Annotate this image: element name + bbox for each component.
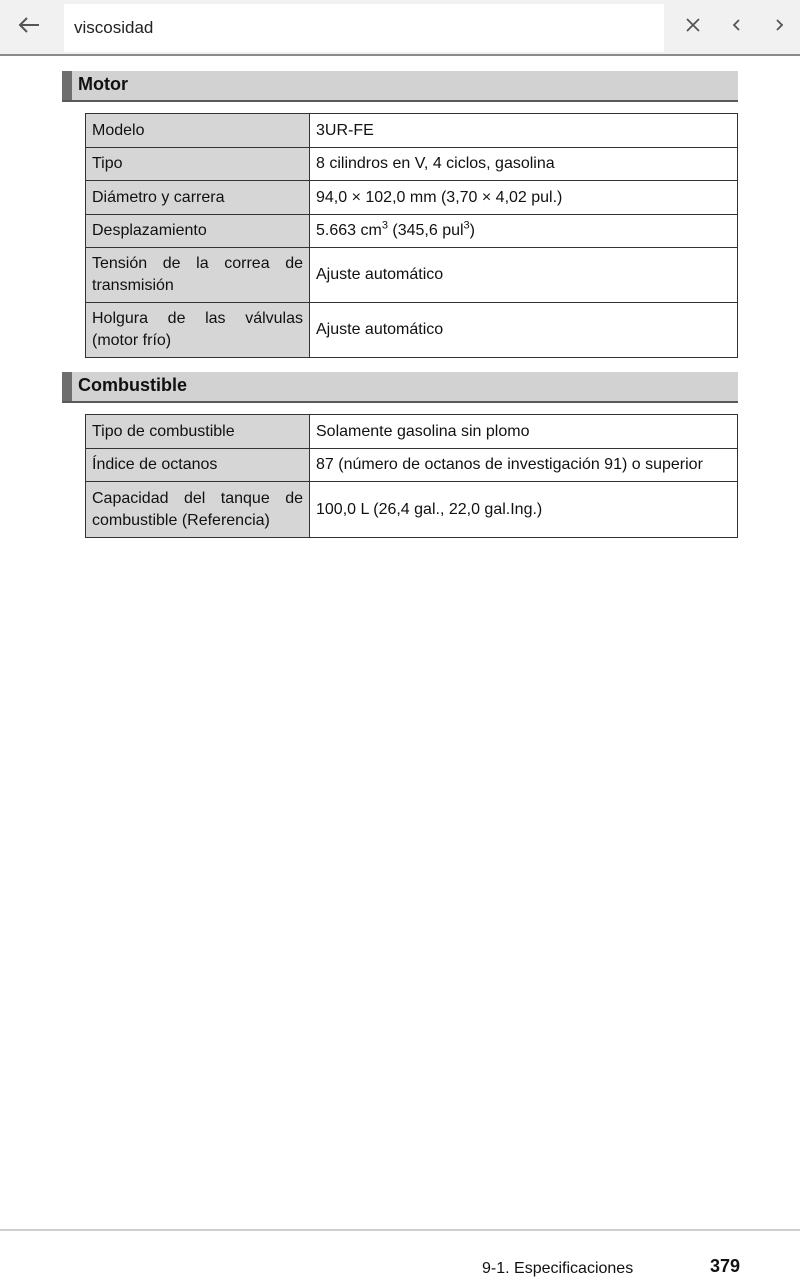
table-row xyxy=(86,415,738,449)
spec-value: 100,0 L (26,4 gal., 22,0 gal.Ing.) xyxy=(310,482,738,538)
search-toolbar xyxy=(0,0,800,56)
fuel-spec-table xyxy=(85,414,738,538)
spec-label: Holgura de las válvulas (motor frío) xyxy=(86,303,310,358)
spec-label: Tensión de la correa de transmisión xyxy=(86,248,310,303)
section-accent-bar xyxy=(62,372,72,401)
spec-value: Ajuste automático xyxy=(310,303,738,358)
spec-label: Índice de octanos xyxy=(86,449,310,482)
table-row xyxy=(86,482,738,538)
value-part: (345,6 pul xyxy=(387,222,464,239)
close-icon xyxy=(686,18,700,37)
next-result-button[interactable] xyxy=(760,8,798,46)
spec-value: 8 cilindros en V, 4 ciclos, gasolina xyxy=(310,148,738,181)
spec-label: Diámetro y carrera xyxy=(86,181,310,215)
section-header-motor xyxy=(62,71,738,102)
spec-label: Tipo de combustible xyxy=(86,415,310,449)
section-title: Combustible xyxy=(78,375,188,395)
clear-search-button[interactable] xyxy=(674,8,712,46)
chevron-right-icon xyxy=(774,18,784,37)
footer-divider xyxy=(0,1229,800,1231)
spec-value: 94,0 × 102,0 mm (3,70 × 4,02 pul.) xyxy=(310,181,738,215)
table-row xyxy=(86,148,738,181)
spec-label: Capacidad del tanque de combustible (Referencia) xyxy=(86,482,310,538)
spec-value: 3UR-FE xyxy=(310,114,738,148)
spec-value: Solamente gasolina sin plomo xyxy=(310,415,738,449)
back-button[interactable] xyxy=(10,8,48,46)
table-row xyxy=(86,215,738,248)
superscript: 3 xyxy=(463,219,470,232)
table-row xyxy=(86,248,738,303)
search-field-container xyxy=(64,4,664,52)
table-row xyxy=(86,114,738,148)
section-header-combustible xyxy=(62,372,738,403)
value-part: ) xyxy=(469,222,475,239)
motor-spec-table xyxy=(85,113,738,358)
table-row xyxy=(86,303,738,358)
spec-label: Desplazamiento xyxy=(86,215,310,248)
table-row xyxy=(86,449,738,482)
spec-value: Ajuste automático xyxy=(310,248,738,303)
page-number: 379 xyxy=(710,1256,741,1276)
arrow-left-icon xyxy=(18,16,40,39)
search-input[interactable] xyxy=(72,17,664,39)
section-accent-bar xyxy=(62,71,72,100)
value-part: 5.663 cm xyxy=(316,222,382,239)
spec-label: Modelo xyxy=(86,114,310,148)
footer-section-title: 9-1. Especificaciones xyxy=(482,1260,634,1277)
table-row xyxy=(86,181,738,215)
previous-result-button[interactable] xyxy=(718,8,756,46)
spec-value: 87 (número de octanos de investigación 91) o superior xyxy=(310,449,738,482)
spec-value xyxy=(310,215,738,248)
superscript: 3 xyxy=(381,219,388,232)
chevron-left-icon xyxy=(732,18,742,37)
section-title: Motor xyxy=(78,74,128,94)
spec-label: Tipo xyxy=(86,148,310,181)
